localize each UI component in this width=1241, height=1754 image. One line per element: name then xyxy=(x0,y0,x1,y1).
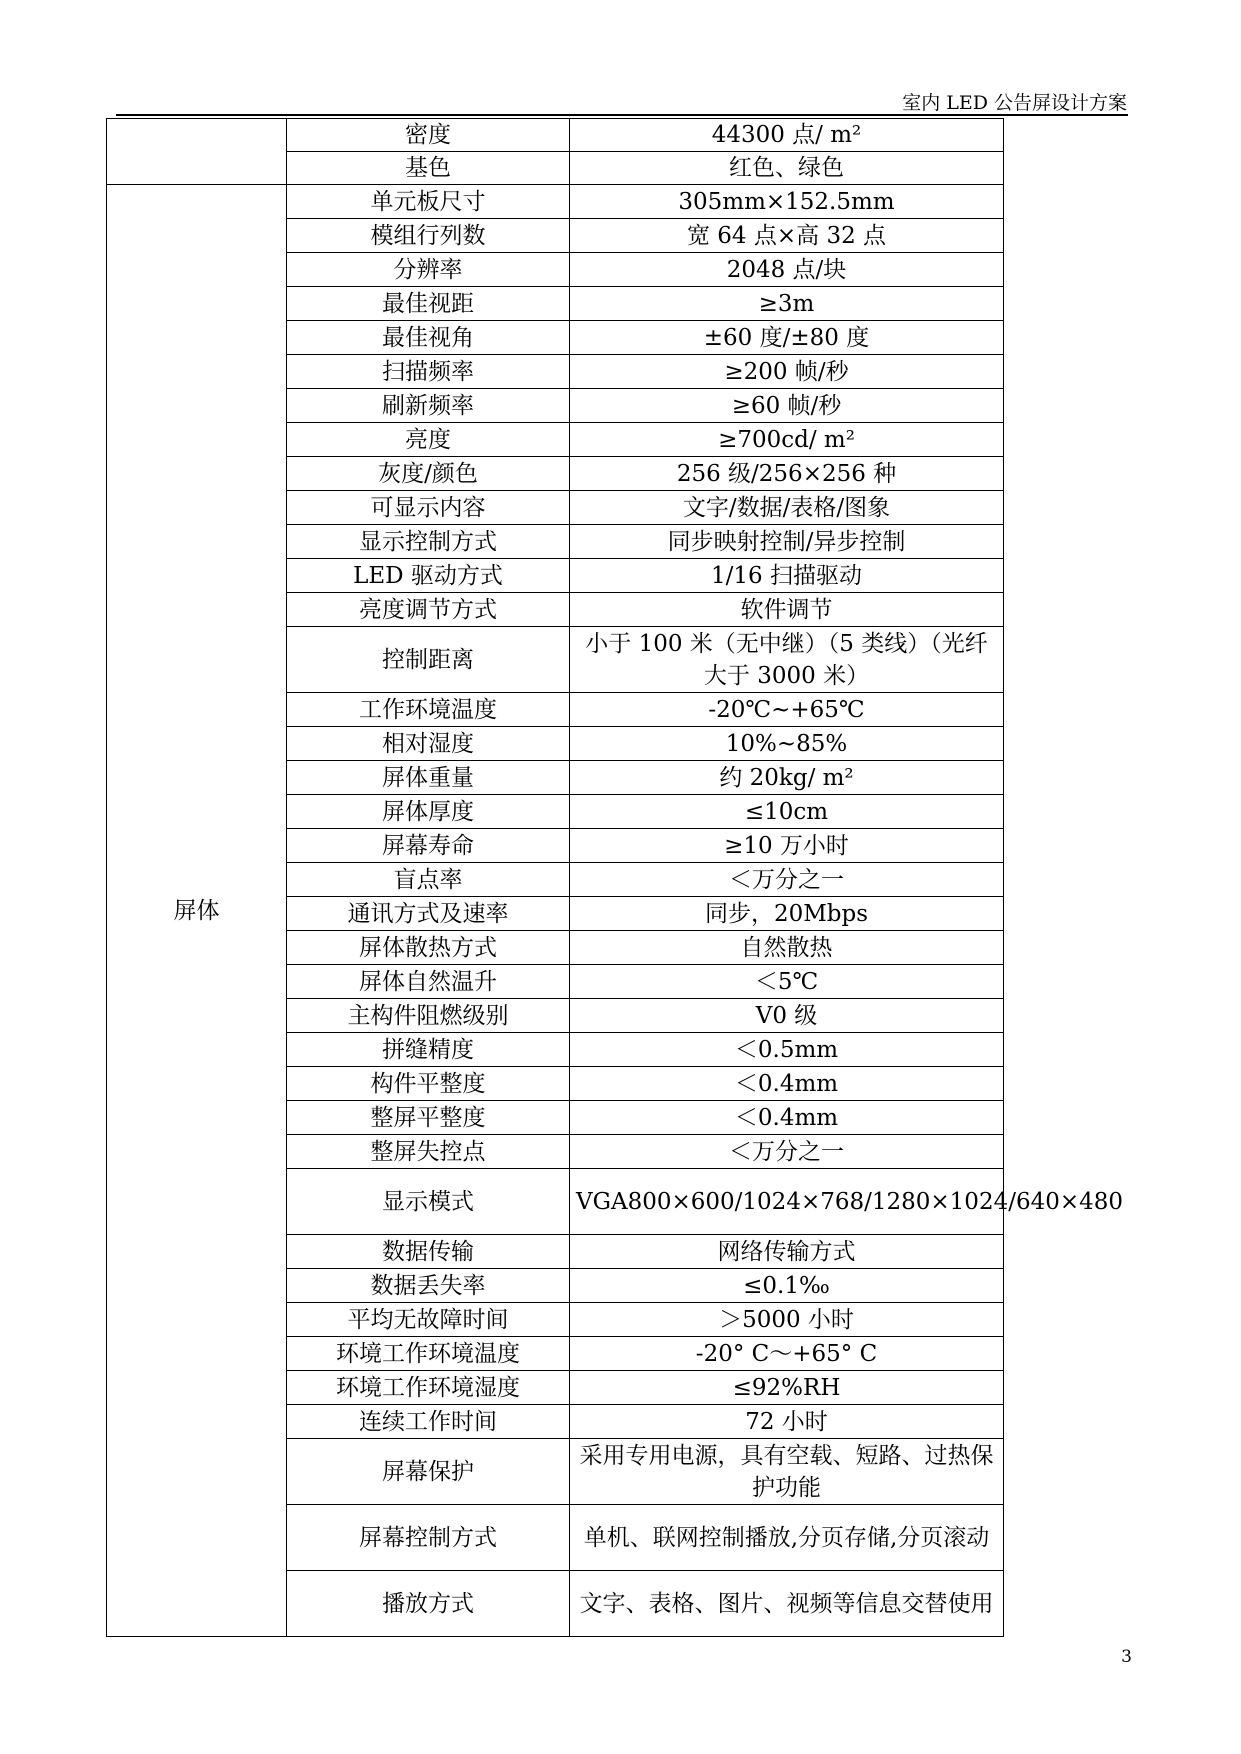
row-name: 屏体自然温升 xyxy=(287,965,570,999)
row-name: 亮度 xyxy=(287,423,570,457)
row-name: 拼缝精度 xyxy=(287,1033,570,1067)
row-value: ≥700cd/ m² xyxy=(570,423,1004,457)
header-title: 室内 LED 公告屏设计方案 xyxy=(902,92,1127,114)
row-value: 单机、联网控制播放,分页存储,分页滚动 xyxy=(570,1505,1004,1571)
row-name: 屏幕保护 xyxy=(287,1439,570,1505)
row-name: 数据传输 xyxy=(287,1235,570,1269)
row-value: ＜5℃ xyxy=(570,965,1004,999)
table-row xyxy=(107,119,1004,152)
row-name: 连续工作时间 xyxy=(287,1405,570,1439)
row-value: 自然散热 xyxy=(570,931,1004,965)
row-name: 扫描频率 xyxy=(287,355,570,389)
row-value: ＜0.5mm xyxy=(570,1033,1004,1067)
row-name: 屏幕寿命 xyxy=(287,829,570,863)
row-value: -20℃~+65℃ xyxy=(570,693,1004,727)
row-value: ≤92%RH xyxy=(570,1371,1004,1405)
row-value: 305mm×152.5mm xyxy=(570,185,1004,219)
row-name: 数据丢失率 xyxy=(287,1269,570,1303)
row-value: 1/16 扫描驱动 xyxy=(570,559,1004,593)
row-value: VGA800×600/1024×768/1280×1024/640×480 xyxy=(570,1169,1004,1235)
row-value: 2048 点/块 xyxy=(570,253,1004,287)
row-value: 红色、绿色 xyxy=(570,152,1004,185)
row-value: 文字/数据/表格/图象 xyxy=(570,491,1004,525)
row-name: 模组行列数 xyxy=(287,219,570,253)
table-row xyxy=(107,185,1004,219)
row-value: ≥200 帧/秒 xyxy=(570,355,1004,389)
row-value: 软件调节 xyxy=(570,593,1004,627)
row-value: ≥10 万小时 xyxy=(570,829,1004,863)
row-name: 通讯方式及速率 xyxy=(287,897,570,931)
row-name: 相对湿度 xyxy=(287,727,570,761)
row-value: 72 小时 xyxy=(570,1405,1004,1439)
row-name: 显示模式 xyxy=(287,1169,570,1235)
row-value: ≤0.1‰ xyxy=(570,1269,1004,1303)
row-name: 屏体厚度 xyxy=(287,795,570,829)
row-name: LED 驱动方式 xyxy=(287,559,570,593)
row-value: 文字、表格、图片、视频等信息交替使用 xyxy=(570,1571,1004,1637)
row-name: 亮度调节方式 xyxy=(287,593,570,627)
page-number: 3 xyxy=(1121,1647,1132,1667)
row-value: 宽 64 点×高 32 点 xyxy=(570,219,1004,253)
row-name: 屏幕控制方式 xyxy=(287,1505,570,1571)
row-name: 构件平整度 xyxy=(287,1067,570,1101)
row-name: 屏体重量 xyxy=(287,761,570,795)
row-value: 10%~85% xyxy=(570,727,1004,761)
row-value: 约 20kg/ m² xyxy=(570,761,1004,795)
row-value: ≤10cm xyxy=(570,795,1004,829)
row-name: 盲点率 xyxy=(287,863,570,897)
row-name: 基色 xyxy=(287,152,570,185)
row-value: 256 级/256×256 种 xyxy=(570,457,1004,491)
row-value: ＜万分之一 xyxy=(570,1135,1004,1169)
row-name: 播放方式 xyxy=(287,1571,570,1637)
row-value: ＜0.4mm xyxy=(570,1067,1004,1101)
row-name: 整屏失控点 xyxy=(287,1135,570,1169)
row-name: 最佳视距 xyxy=(287,287,570,321)
row-value: ＞5000 小时 xyxy=(570,1303,1004,1337)
row-value: -20° C～+65° C xyxy=(570,1337,1004,1371)
row-value: 同步，20Mbps xyxy=(570,897,1004,931)
row-name: 环境工作环境温度 xyxy=(287,1337,570,1371)
row-name: 刷新频率 xyxy=(287,389,570,423)
row-value: 44300 点/ m² xyxy=(570,119,1004,152)
row-name: 分辨率 xyxy=(287,253,570,287)
row-name: 最佳视角 xyxy=(287,321,570,355)
row-name: 主构件阻燃级别 xyxy=(287,999,570,1033)
row-value: V0 级 xyxy=(570,999,1004,1033)
row-value: 网络传输方式 xyxy=(570,1235,1004,1269)
row-name: 屏体散热方式 xyxy=(287,931,570,965)
spec-table xyxy=(106,118,1124,1637)
row-value: 采用专用电源，具有空载、短路、过热保护功能 xyxy=(570,1439,1004,1505)
row-value: ＜0.4mm xyxy=(570,1101,1004,1135)
row-name: 工作环境温度 xyxy=(287,693,570,727)
row-name: 显示控制方式 xyxy=(287,525,570,559)
row-name: 可显示内容 xyxy=(287,491,570,525)
row-value: ＜万分之一 xyxy=(570,863,1004,897)
row-value: ±60 度/±80 度 xyxy=(570,321,1004,355)
row-value: ≥3m xyxy=(570,287,1004,321)
row-value: ≥60 帧/秒 xyxy=(570,389,1004,423)
row-name: 灰度/颜色 xyxy=(287,457,570,491)
row-name: 整屏平整度 xyxy=(287,1101,570,1135)
row-name: 环境工作环境湿度 xyxy=(287,1371,570,1405)
row-name: 单元板尺寸 xyxy=(287,185,570,219)
row-value: 小于 100 米（无中继）（5 类线）（光纤大于 3000 米） xyxy=(570,627,1004,693)
row-name: 密度 xyxy=(287,119,570,152)
row-value: 同步映射控制/异步控制 xyxy=(570,525,1004,559)
category-cell-blank xyxy=(107,119,287,185)
row-name: 控制距离 xyxy=(287,627,570,693)
row-name: 平均无故障时间 xyxy=(287,1303,570,1337)
header-divider xyxy=(116,114,1128,116)
category-label: 屏体 xyxy=(107,185,287,1637)
